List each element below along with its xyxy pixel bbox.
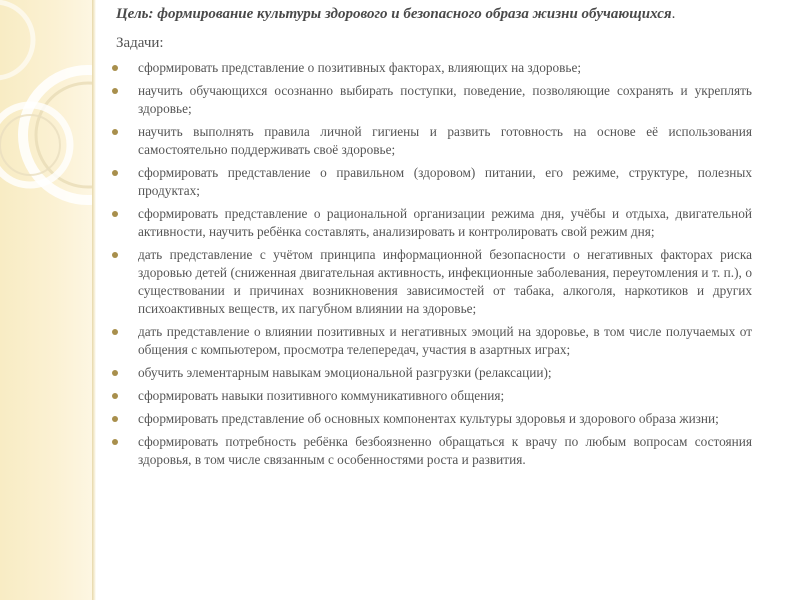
list-item [100, 82, 752, 118]
task-text: сформировать представление об основных компонентах культуры здоровья и здорового образа жизни; [138, 411, 719, 426]
bullet-icon [112, 439, 118, 445]
bullet-icon [112, 65, 118, 71]
bullet-icon [112, 129, 118, 135]
task-text: дать представление с учётом принципа информационной безопасности о негативных факторах риска здоровью детей (сниженная двигательная активность, инфекционные заболевания, переутомления и т. п.), о существовании и причинах возникновения зависимостей от табака, алкоголя, наркотиков и других психоактивных веществ, их пагубном влиянии на здоровье; [138, 247, 752, 316]
goal-text: формирование культуры здорового и безопасного образа жизни обучающихся [157, 6, 672, 22]
list-item [100, 164, 752, 200]
panel-divider [92, 0, 96, 600]
task-text: сформировать представление о позитивных факторах, влияющих на здоровье; [138, 60, 582, 75]
task-text: научить выполнять правила личной гигиены и развить готовность на основе её использования самостоятельно поддерживать своё здоровье; [138, 124, 752, 157]
list-item [100, 246, 752, 318]
bullet-icon [112, 393, 118, 399]
bullet-icon [112, 329, 118, 335]
list-item [100, 205, 752, 241]
task-text: сформировать навыки позитивного коммуникативного общения; [138, 388, 505, 403]
decorative-circles [0, 0, 92, 600]
list-item [100, 59, 752, 77]
task-text: сформировать представление о правильном (здоровом) питании, его режиме, структуре, полезных продуктах; [138, 165, 752, 198]
task-text: научить обучающихся осознанно выбирать поступки, поведение, позволяющие сохранять и укреплять здоровье; [138, 83, 752, 116]
list-item [100, 123, 752, 159]
bullet-icon [112, 88, 118, 94]
list-item [100, 433, 752, 469]
goal-statement [116, 4, 752, 25]
goal-end: . [671, 6, 676, 22]
task-text: сформировать потребность ребёнка безбоязненно обращаться к врачу по любым вопросам состояния здоровья, в том числе связанным с особенностями роста и развития. [138, 434, 752, 467]
bullet-icon [112, 211, 118, 217]
goal-label: Цель: [116, 6, 154, 22]
slide-content [100, 4, 752, 474]
bullet-icon [112, 370, 118, 376]
list-item [100, 387, 752, 405]
task-text: сформировать представление о рациональной организации режима дня, учёбы и отдыха, двигательной активности, научить ребёнка составлять, анализировать и контролировать свой режим дня; [138, 206, 752, 239]
task-text: дать представление о влиянии позитивных и негативных эмоций на здоровье, в том числе получаемых от общения с компьютером, просмотра телепередач, участия в азартных играх; [138, 324, 752, 357]
bullet-icon [112, 416, 118, 422]
list-item [100, 410, 752, 428]
tasks-heading: Задачи: [116, 35, 164, 51]
task-text: обучить элементарным навыкам эмоциональной разгрузки (релаксации); [138, 365, 552, 380]
bullet-icon [112, 170, 118, 176]
list-item [100, 364, 752, 382]
list-item [100, 323, 752, 359]
bullet-icon [112, 252, 118, 258]
decorative-side-panel [0, 0, 92, 600]
tasks-list [100, 59, 752, 469]
